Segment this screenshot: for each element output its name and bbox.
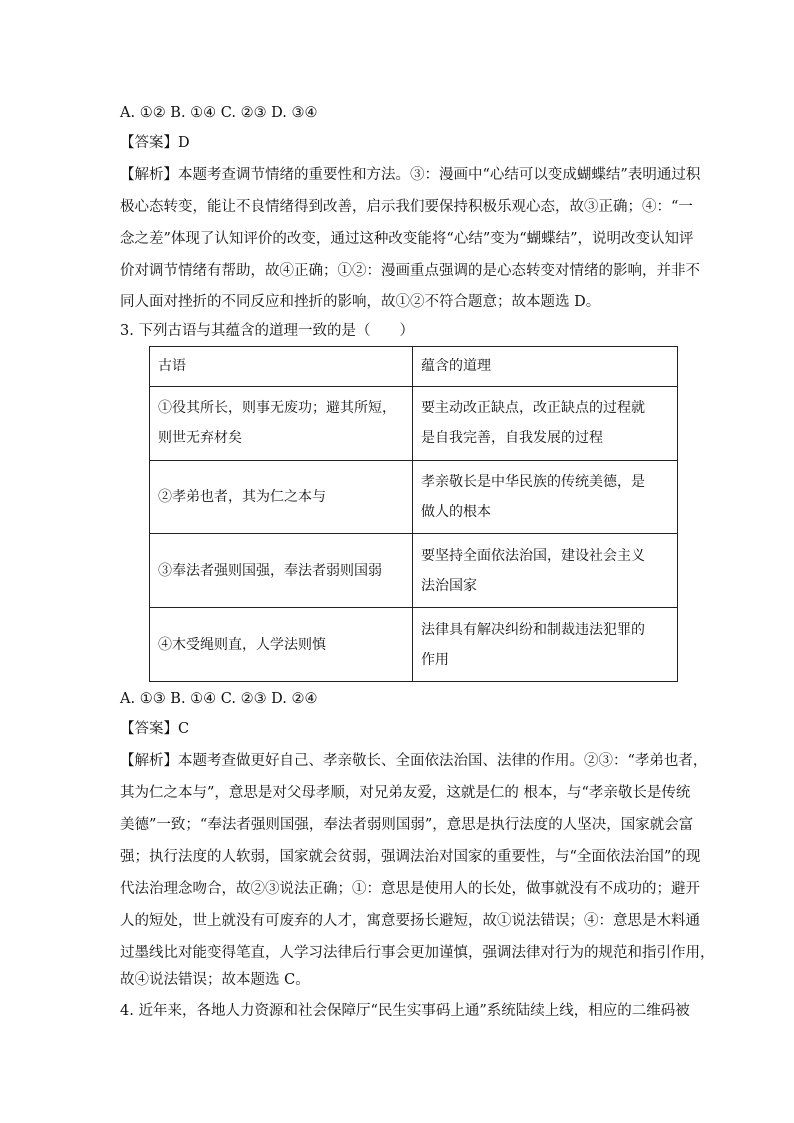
q4-question: 4. 近年来，各地人力资源和社会保障厅“民生实事码上通”系统陆续上线，相应的二维码被 <box>120 1003 690 1019</box>
q3-analysis-line: 代法治理念吻合，故②③说法正确；①：意思是使用人的长处，做事就没有不成功的；避开 <box>120 881 700 897</box>
table-header-cell: 蕴含的道理 <box>413 347 678 387</box>
q2-answer: 【答案】D <box>120 135 190 151</box>
q3-question: 3. 下列古语与其蕴含的道理一致的是（ ） <box>120 323 414 339</box>
meaning-cell: 要坚持全面依法治国，建设社会主义 法治国家 <box>413 534 678 608</box>
table-row <box>150 460 678 534</box>
q3-analysis-line: 【解析】本题考查做更好自己、孝亲敬长、全面依法治国、法律的作用。②③：“孝弟也者， <box>120 753 708 769</box>
q3-answer: 【答案】C <box>120 721 190 737</box>
q3-analysis-line: 故④说法错误；故本题选 C。 <box>120 972 310 988</box>
table-header-cell: 古语 <box>150 347 413 387</box>
q2-analysis-line: 极心态转变，能让不良情绪得到改善，启示我们要保持积极乐观心态，故③正确；④：“一 <box>120 199 693 215</box>
meaning-cell: 要主动改正缺点，改正缺点的过程就 是自我完善，自我发展的过程 <box>413 386 678 460</box>
q2-options: A. ①② B. ①④ C. ②③ D. ③④ <box>120 105 318 121</box>
saying-cell: ②孝弟也者，其为仁之本与 <box>150 460 413 534</box>
table-row <box>150 534 678 608</box>
q2-analysis-line: 念之差”体现了认知评价的改变，通过这种改变能将“心结”变为“蝴蝶结”，说明改变认知评 <box>120 231 694 247</box>
q3-options: A. ①③ B. ①④ C. ②③ D. ②④ <box>120 691 318 707</box>
q2-analysis-line: 价对调节情绪有帮助，故④正确；①②：漫画重点强调的是心态转变对情绪的影响，并非不 <box>120 263 700 279</box>
table-header-row <box>150 347 678 387</box>
q3-analysis-line: 强；执行法度的人软弱，国家就会贫弱，强调法治对国家的重要性，与“全面依法治国”的现 <box>120 849 701 865</box>
meaning-cell: 法律具有解决纠纷和制裁违法犯罪的 作用 <box>413 608 678 682</box>
saying-cell: ③奉法者强则国强，奉法者弱则国弱 <box>150 534 413 608</box>
table-row <box>150 608 678 682</box>
saying-cell: ①役其所长，则事无废功；避其所短， 则世无弃材矣 <box>150 386 413 460</box>
q3-analysis-line: 美德”一致；“奉法者强则国强，奉法者弱则国弱”，意思是执行法度的人坚决，国家就会富 <box>120 817 694 833</box>
q2-analysis-line: 同人面对挫折的不同反应和挫折的影响，故①②不符合题意；故本题选 D。 <box>120 294 601 310</box>
saying-cell: ④木受绳则直，人学法则慎 <box>150 608 413 682</box>
q3-table <box>149 346 678 682</box>
q3-analysis-line: 过墨线比对能变得笔直，人学习法律后行事会更加谨慎，强调法律对行为的规范和指引作用， <box>120 945 715 961</box>
q3-analysis-line: 人的短处，世上就没有可废弃的人才，寓意要扬长避短，故①说法错误；④：意思是木料通 <box>120 913 700 929</box>
q3-analysis-line: 其为仁之本与”，意思是对父母孝顺，对兄弟友爱，这就是仁的 根本，与“孝亲敬长是传统 <box>120 785 691 801</box>
q2-analysis-line: 【解析】本题考查调节情绪的重要性和方法。③：漫画中“心结可以变成蝴蝶结”表明通过积 <box>120 167 701 183</box>
table-row <box>150 386 678 460</box>
meaning-cell: 孝亲敬长是中华民族的传统美德，是 做人的根本 <box>413 460 678 534</box>
